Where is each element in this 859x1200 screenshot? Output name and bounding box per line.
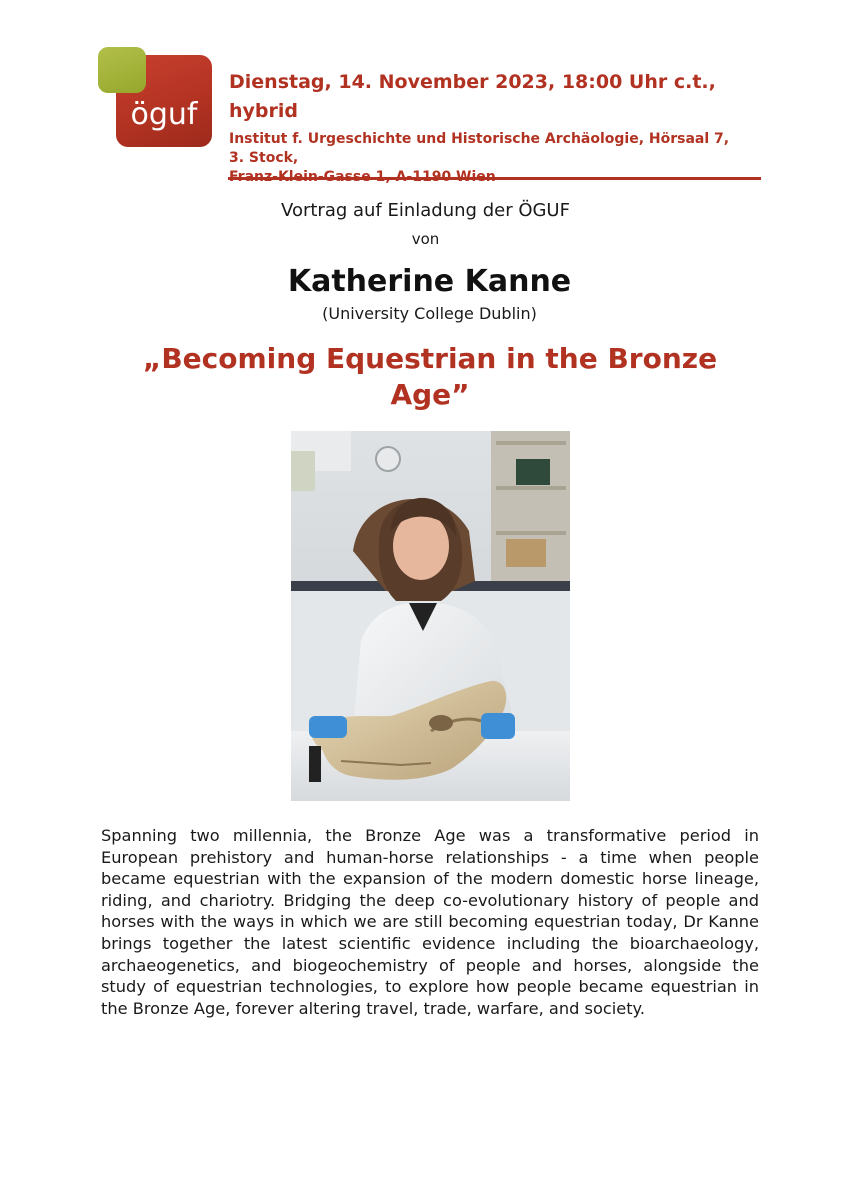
header-divider — [228, 177, 761, 180]
speaker-photo-icon — [291, 431, 570, 801]
abstract-text: Spanning two millennia, the Bronze Age was a transformative period in European prehistory and human-horse relationships - a time when people became equestrian with the expansion of the modern domestic horse lineage, riding, and chariotry. Bridging the deep co-evolutionary history of people and horses with the ways in which we are still becoming equestrian today, Dr Kanne brings together the latest scientific evidence including the bioarchaeology, archaeogenetics, and biogeochemistry of people and horses, alongside the study of equestrian technologies, to explore how people became equestrian in the Bronze Age, forever altering travel, trade, warfare, and society. — [101, 826, 759, 1018]
logo-green-square — [98, 47, 146, 93]
event-date: Dienstag, 14. November 2023, 18:00 Uhr c.t., — [229, 71, 716, 93]
logo-text: öguf — [130, 97, 198, 132]
invitation-line: Vortrag auf Einladung der ÖGUF — [281, 200, 570, 221]
von-line: von — [411, 230, 440, 248]
oeguf-logo — [98, 47, 212, 147]
talk-title: „Becoming Equestrian in the Bronze Age” — [142, 342, 718, 411]
event-mode: hybrid — [229, 100, 298, 122]
location-line: 3. Stock, — [229, 150, 299, 166]
event-header — [229, 68, 769, 187]
speaker-name: Katherine Kanne — [287, 264, 572, 299]
location-line: Institut f. Urgeschichte und Historische Archäologie, Hörsaal 7, — [229, 131, 730, 147]
speaker-affiliation: (University College Dublin) — [322, 304, 537, 323]
